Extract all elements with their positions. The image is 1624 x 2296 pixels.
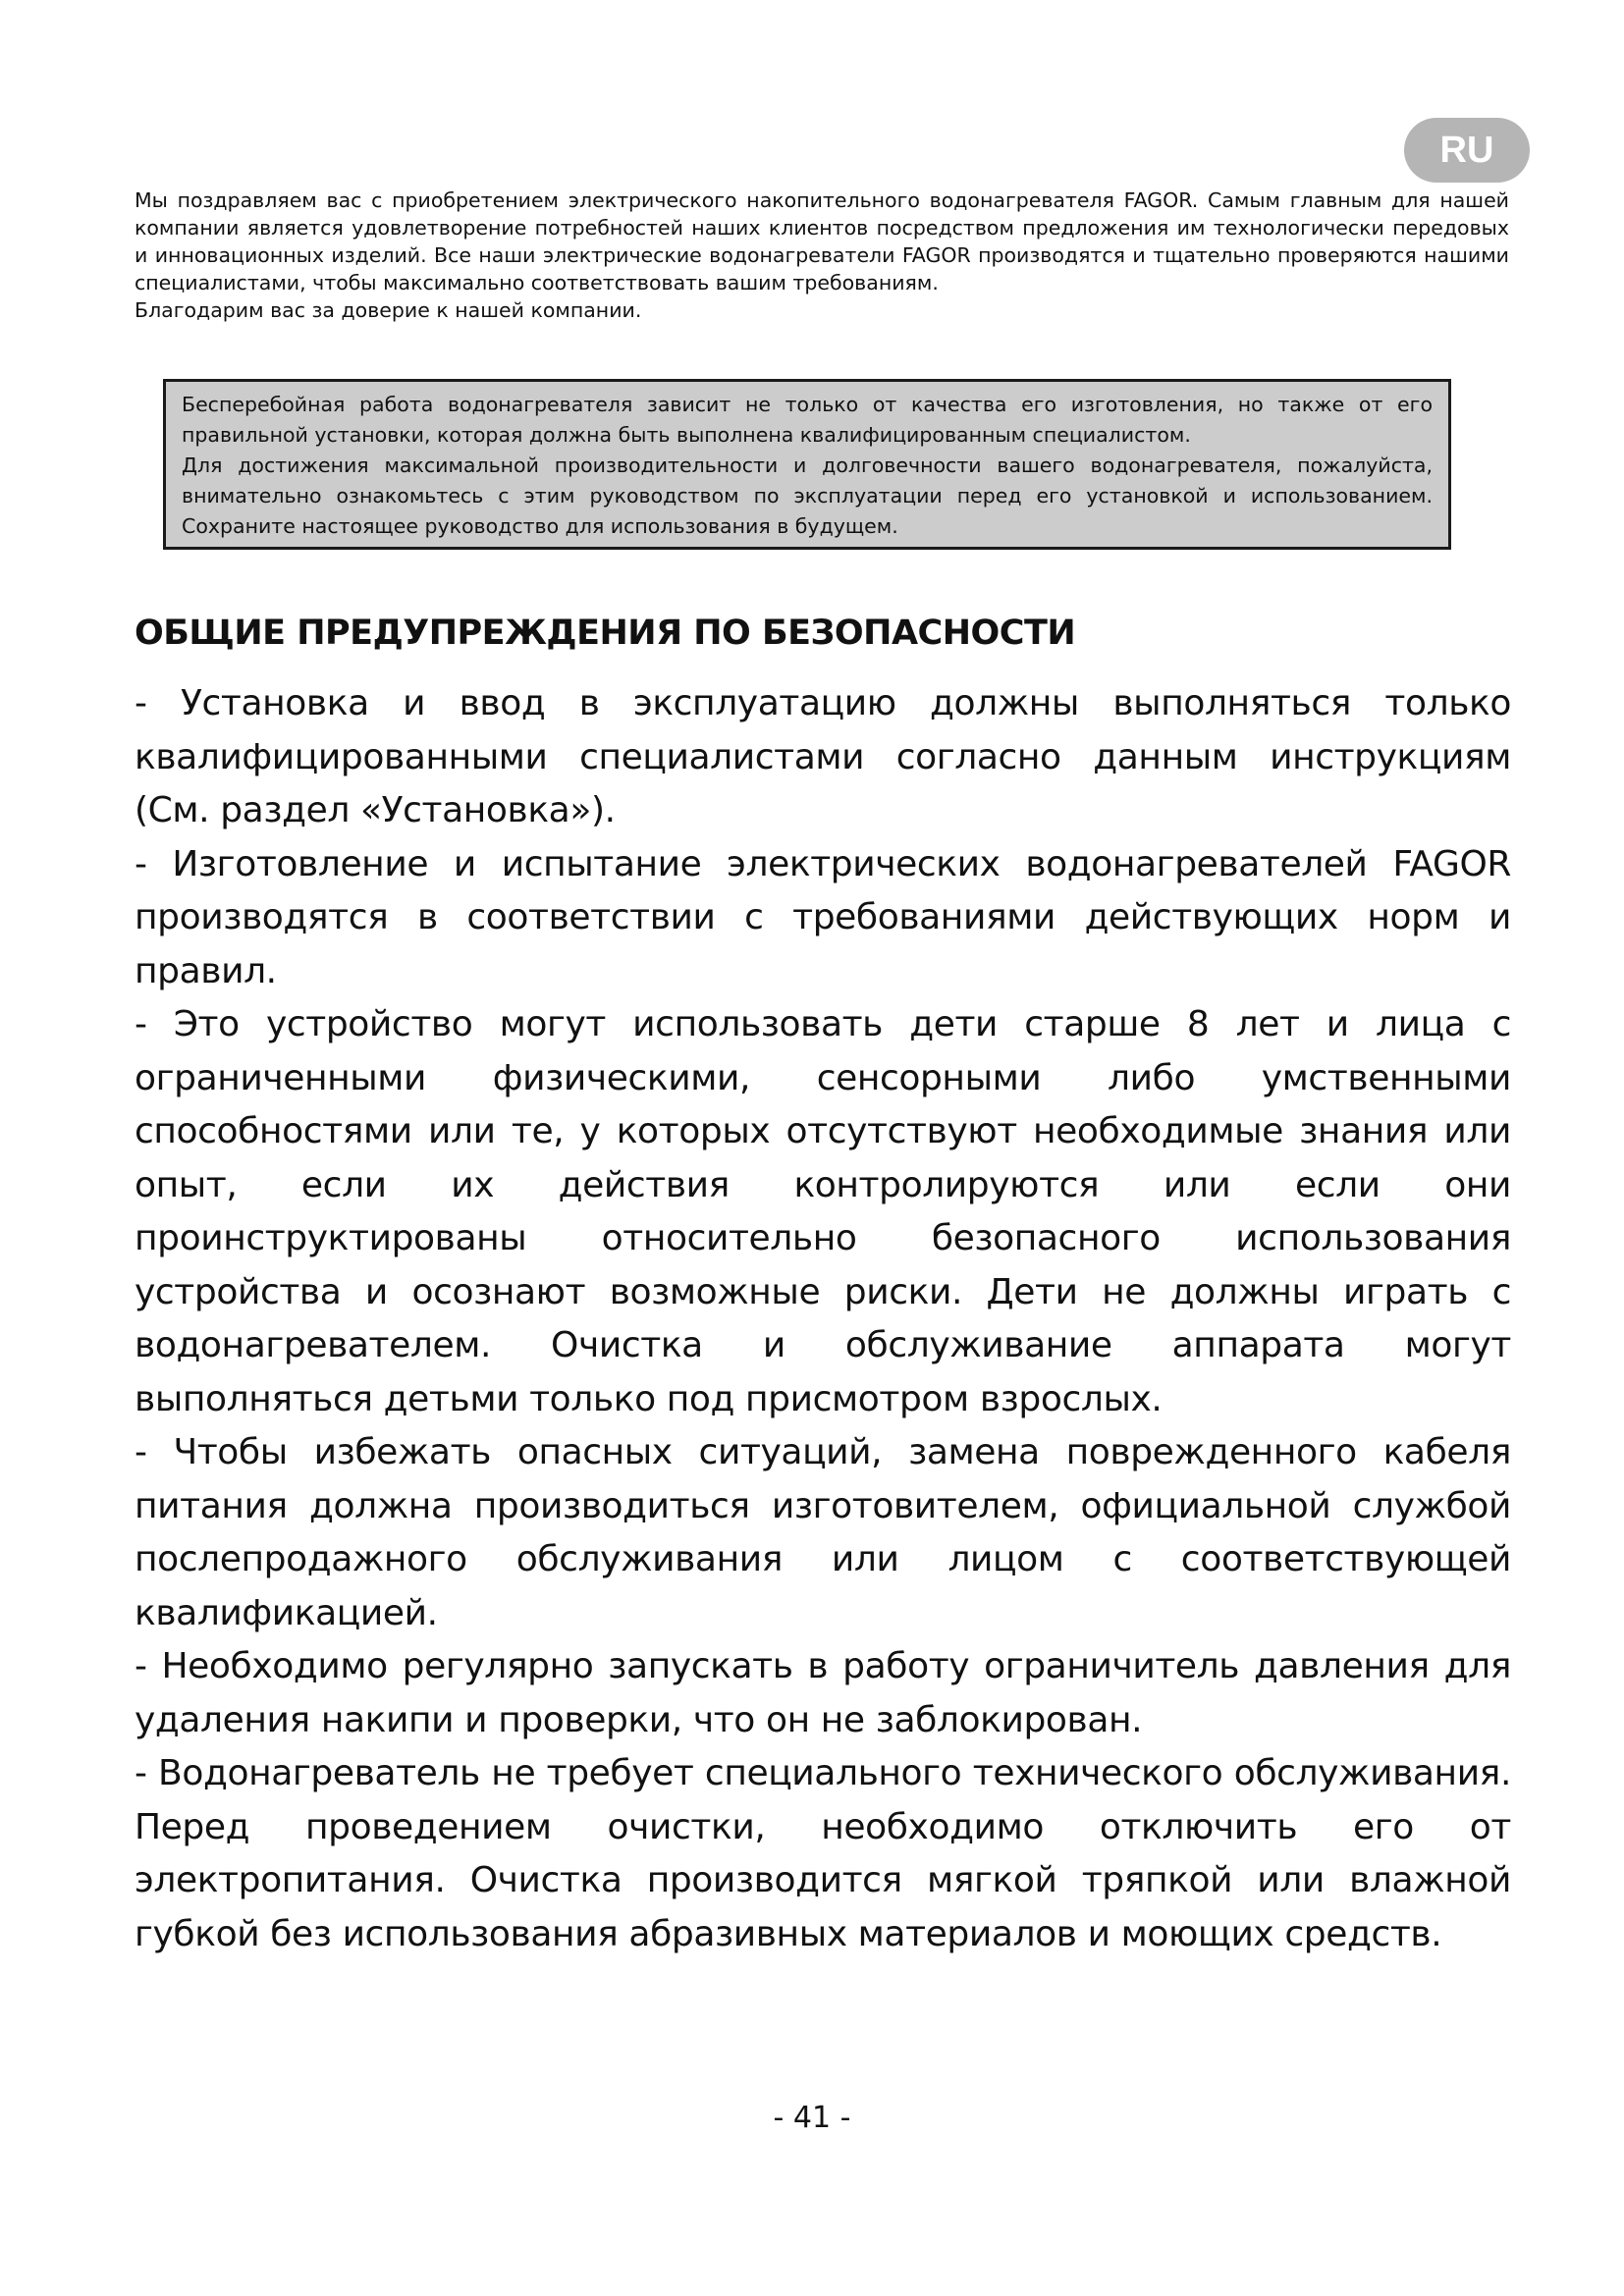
warning-item: - Установка и ввод в эксплуатацию должны выполняться только квалифицированными специалистами согласно данным инструкциям (См. раздел «Установка»). [135, 683, 1511, 830]
warning-item: - Необходимо регулярно запускать в работу ограничитель давления для удаления накипи и проверки, что он не заблокирован. [135, 1646, 1511, 1740]
page-number: - 41 - [773, 2101, 851, 2135]
intro-thanks: Благодарим вас за доверие к нашей компании. [135, 298, 642, 322]
warning-item: - Чтобы избежать опасных ситуаций, замена поврежденного кабеля питания должна производиться изготовителем, официальной службой послепродажного обслуживания или лицом с соответствующей квалификацией. [135, 1432, 1511, 1633]
warning-item: - Это устройство могут использовать дети старше 8 лет и лица с ограниченными физическими, сенсорными либо умственными способностями или те, у которых отсутствуют необходимые знания или опыт, если их действия контролируются или если они проинструктированы относительно безопасного использования устройства и осознают возможные риски. Дети не должны играть с водонагревателем. Очистка и обслуживание аппарата могут выполняться детьми только под присмотром взрослых. [135, 1004, 1511, 1419]
safety-warnings-list [135, 677, 1511, 1961]
intro-text [135, 187, 1509, 324]
notice-paragraph: Для достижения максимальной производительности и долговечности вашего водонагревателя, пожалуйста, внимательно ознакомьтесь с этим руководством по эксплуатации перед его установкой и использованием. Сохраните настоящее руководство для использования в будущем. [182, 454, 1433, 538]
intro-paragraph: Мы поздравляем вас с приобретением электрического накопительного водонагревателя FAGOR. Самым главным для нашей компании является удовлетворение потребностей наших клиентов посредством предложения им технологически передовых и инновационных изделий. Все наши электрические водонагреватели FAGOR производятся и тщательно проверяются нашими специалистами, чтобы максимально соответствовать вашим требованиям. [135, 188, 1509, 294]
warning-item: - Изготовление и испытание электрических водонагревателей FAGOR производятся в соответствии с требованиями действующих норм и правил. [135, 843, 1511, 991]
notice-box [163, 379, 1451, 550]
notice-paragraph: Бесперебойная работа водонагревателя зависит не только от качества его изготовления, но также от его правильной установки, которая должна быть выполнена квалифицированным специалистом. [182, 393, 1433, 447]
language-badge: RU [1404, 118, 1530, 183]
section-title: ОБЩИЕ ПРЕДУПРЕЖДЕНИЯ ПО БЕЗОПАСНОСТИ [135, 614, 1076, 653]
warning-item: - Водонагреватель не требует специального технического обслуживания. Перед проведением очистки, необходимо отключить его от электропитания. Очистка производится мягкой тряпкой или влажной губкой без использования абразивных материалов и моющих средств. [135, 1753, 1511, 1954]
